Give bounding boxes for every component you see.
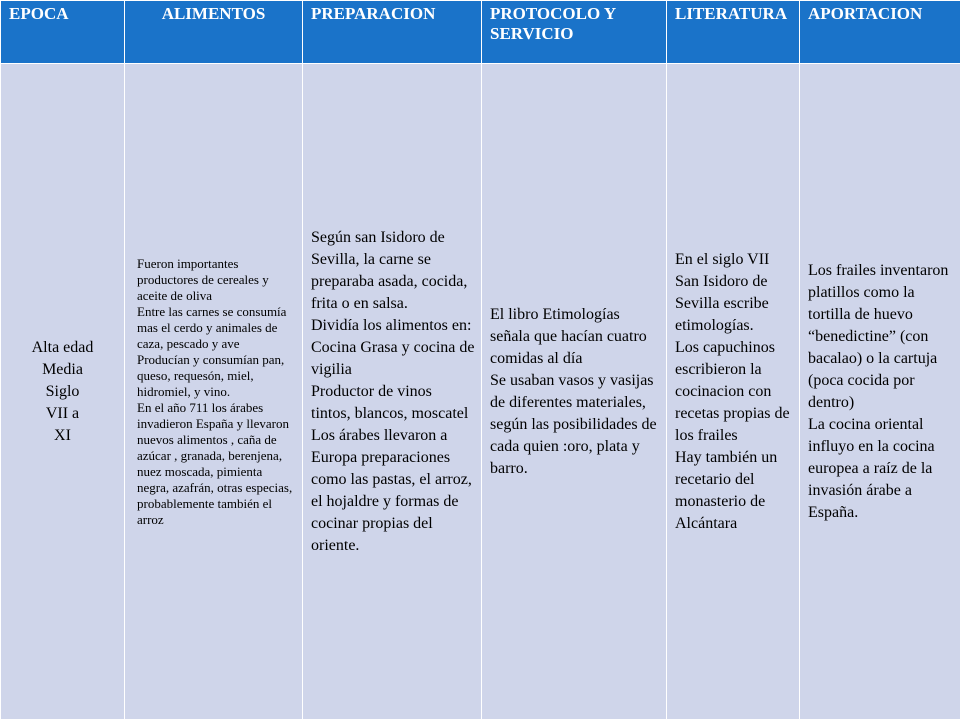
alimentos-paragraph: En el año 711 los árabes invadieron España y llevaron nuevos alimentos , caña de azúcar , granada, berenjena, nuez moscada, pimienta negra, azafrán, otras especias, probablemente también el arroz	[137, 399, 293, 527]
preparacion-paragraph: Dividía los alimentos en: Cocina Grasa y cocina de vigilia	[311, 316, 475, 378]
aportacion-paragraph: Los frailes inventaron platillos como la tortilla de huevo “benedictine” (con bacalao) o la cartuja (poca cocida por dentro)	[808, 261, 949, 411]
cell-alimentos	[125, 64, 303, 720]
header-epoca: EPOCA	[1, 1, 125, 64]
epoca-line: XI	[54, 426, 71, 444]
literatura-paragraph: Hay también un recetario del monasterio de Alcántara	[675, 448, 778, 532]
header-row	[1, 1, 960, 64]
cell-protocolo	[482, 64, 667, 720]
header-alimentos: ALIMENTOS	[125, 1, 303, 64]
preparacion-paragraph: Los árabes llevaron a Europa preparaciones como las pastas, el arroz, el hojaldre y formas de cocinar propias del oriente.	[311, 426, 472, 554]
cell-preparacion	[303, 64, 482, 720]
header-preparacion: PREPARACION	[303, 1, 482, 64]
protocolo-paragraph: El libro Etimologías señala que hacían cuatro comidas al día	[490, 305, 647, 367]
alimentos-paragraph: Fueron importantes productores de cereales y aceite de oliva	[137, 255, 269, 303]
table-row	[1, 64, 960, 720]
literatura-paragraph: En el siglo VII San Isidoro de Sevilla escribe etimologías.	[675, 250, 770, 334]
epoca-line: Media	[42, 360, 83, 378]
cell-epoca	[1, 64, 125, 720]
cell-literatura	[667, 64, 800, 720]
preparacion-paragraph: Según san Isidoro de Sevilla, la carne se preparaba asada, cocida, frita o en salsa.	[311, 228, 468, 312]
epoca-line: Alta edad	[31, 338, 94, 356]
header-literatura: LITERATURA	[667, 1, 800, 64]
preparacion-paragraph: Productor de vinos tintos, blancos, moscatel	[311, 382, 469, 422]
epoca-line: VII a	[45, 404, 80, 422]
header-protocolo: PROTOCOLO Y SERVICIO	[482, 1, 667, 64]
header-aportacion: APORTACION	[800, 1, 960, 64]
cell-aportacion	[800, 64, 960, 720]
protocolo-paragraph: Se usaban vasos y vasijas de diferentes materiales, según las posibilidades de cada quien :oro, plata y barro.	[490, 371, 657, 477]
alimentos-paragraph: Entre las carnes se consumía mas el cerdo y animales de caza, pescado y ave	[137, 303, 287, 351]
epoca-line: Siglo	[45, 382, 80, 400]
literatura-paragraph: Los capuchinos escribieron la cocinacion con recetas propias de los frailes	[675, 338, 790, 444]
alimentos-paragraph: Producían y consumían pan, queso, requesón, miel, hidromiel, y vino.	[137, 351, 285, 399]
aportacion-paragraph: La cocina oriental influyo en la cocina europea a raíz de la invasión árabe a España.	[808, 415, 935, 521]
